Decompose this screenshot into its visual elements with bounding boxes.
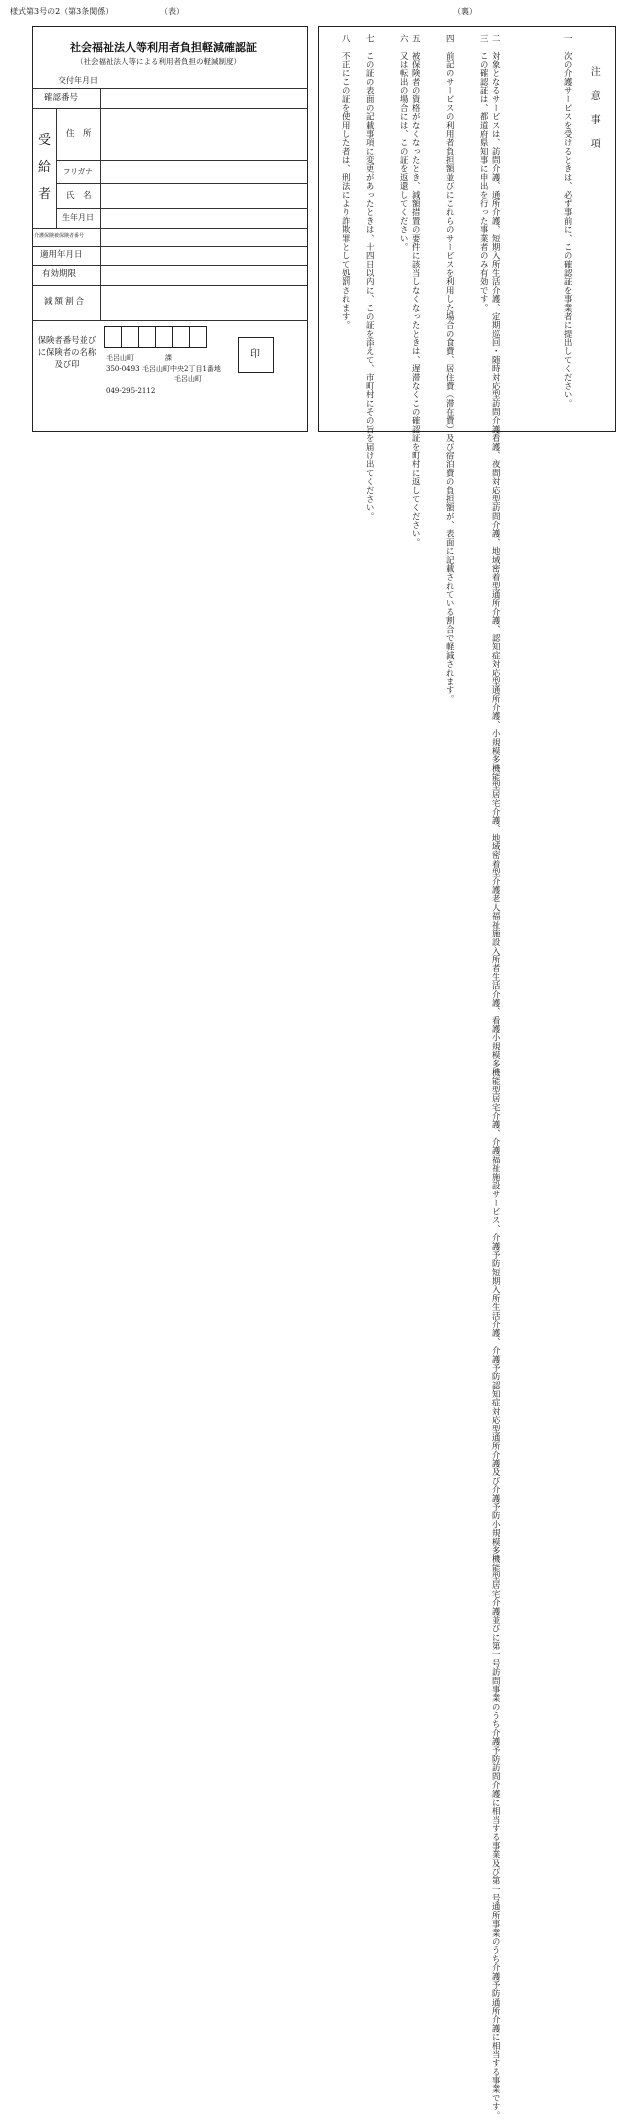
phone: 049-295-2112	[106, 387, 156, 395]
recipient-label-1: 受	[38, 133, 52, 148]
front-side-label: （表）	[160, 7, 184, 16]
note-8: 八 不正にこの証を使用した者は、刑法により詐欺罪として処罰されます。	[341, 34, 352, 330]
form-subtitle: （社会福祉法人等による利用者負担の軽減制度）	[76, 57, 241, 66]
note-3: 三 この確認証は、都道府県知事に申出を行った事業者のみ有効です。	[479, 34, 490, 313]
address-label: 住 所	[66, 129, 92, 139]
effective-date-label: 適用年月日	[40, 250, 83, 260]
section-name: 課	[165, 354, 172, 362]
note-5: 五 被保険者の資格がなくなったとき、減額措置の要件に該当しなくなったときは、遅滞なくこの確認証を町村に返してください。	[411, 34, 422, 547]
insured-no-label: 介護保険被保険者番号	[34, 233, 85, 239]
name-label: 氏 名	[66, 191, 92, 201]
note-6: 六 又は転出の場合には、この証を返還してください。	[399, 34, 410, 252]
issue-date-label: 交付年月日	[58, 76, 98, 85]
postal-code: 350-0493	[106, 365, 140, 373]
recipient-label-2: 給	[38, 160, 52, 175]
birthdate-label: 生年月日	[62, 213, 94, 222]
confirmation-no-label: 確認番号	[44, 93, 79, 103]
note-1: 一 次の介護サービスを受けるときは、必ず事前に、この確認証を事業者に提出してください。	[563, 34, 574, 408]
address-line: 毛呂山町中央2丁目1番地	[142, 365, 221, 373]
note-7: 七 この証の表面の記載事項に変更があったときは、十四日以内に、この証を添えて、市町村にその旨を届け出てください。	[365, 34, 376, 521]
form-title: 社会福祉法人等利用者負担軽減確認証	[70, 41, 257, 54]
town-name: 毛呂山町	[174, 375, 202, 383]
note-4: 四 前記のサービスの利用者負担額並びにこれらのサービスを利用した場合の食費、居住費（滞在費）及び宿泊費の負担額が、表面に記載されている割合で軽減されます。	[445, 34, 456, 704]
insurer-label: 保険者番号並びに保険者の名称及び印	[37, 335, 97, 369]
recipient-label-3: 者	[38, 187, 52, 202]
note-2: 二 対象となるサービスは、訪問介護、通所介護、短期入所生活介護、定期巡回・随時対応型訪問介護看護、夜間対応型訪問介護、地域密着型通所介護、認知症対応型通所介護、小規模多機能型居宅介護、地域密着型介護老人福祉施設入所者生活介護、看護小規模多機能型居宅介護、介護福祉施設サービス、介護予防短期入所生活介護、介護予防認知症対応型通所介護及び介護予防小規模多機能型居宅介護並びに第一号訪問事業のうち介護予防訪問介護に相当する事業及び第一号通所事業のうち介護予防通所介護に相当する事業です。	[491, 34, 502, 2120]
notes-heading: 注 意 事 項	[588, 66, 600, 150]
reduction-rate-label: 減額割合	[44, 297, 87, 307]
expiry-label: 有効期限	[42, 269, 77, 279]
back-side-label: （裏）	[453, 7, 477, 16]
furigana-label: フリガナ	[63, 167, 93, 176]
seal-label: 印	[250, 349, 260, 360]
insurer-name-short: 毛呂山町	[106, 354, 134, 362]
form-number: 様式第3号の2（第3条関係）	[10, 7, 114, 16]
